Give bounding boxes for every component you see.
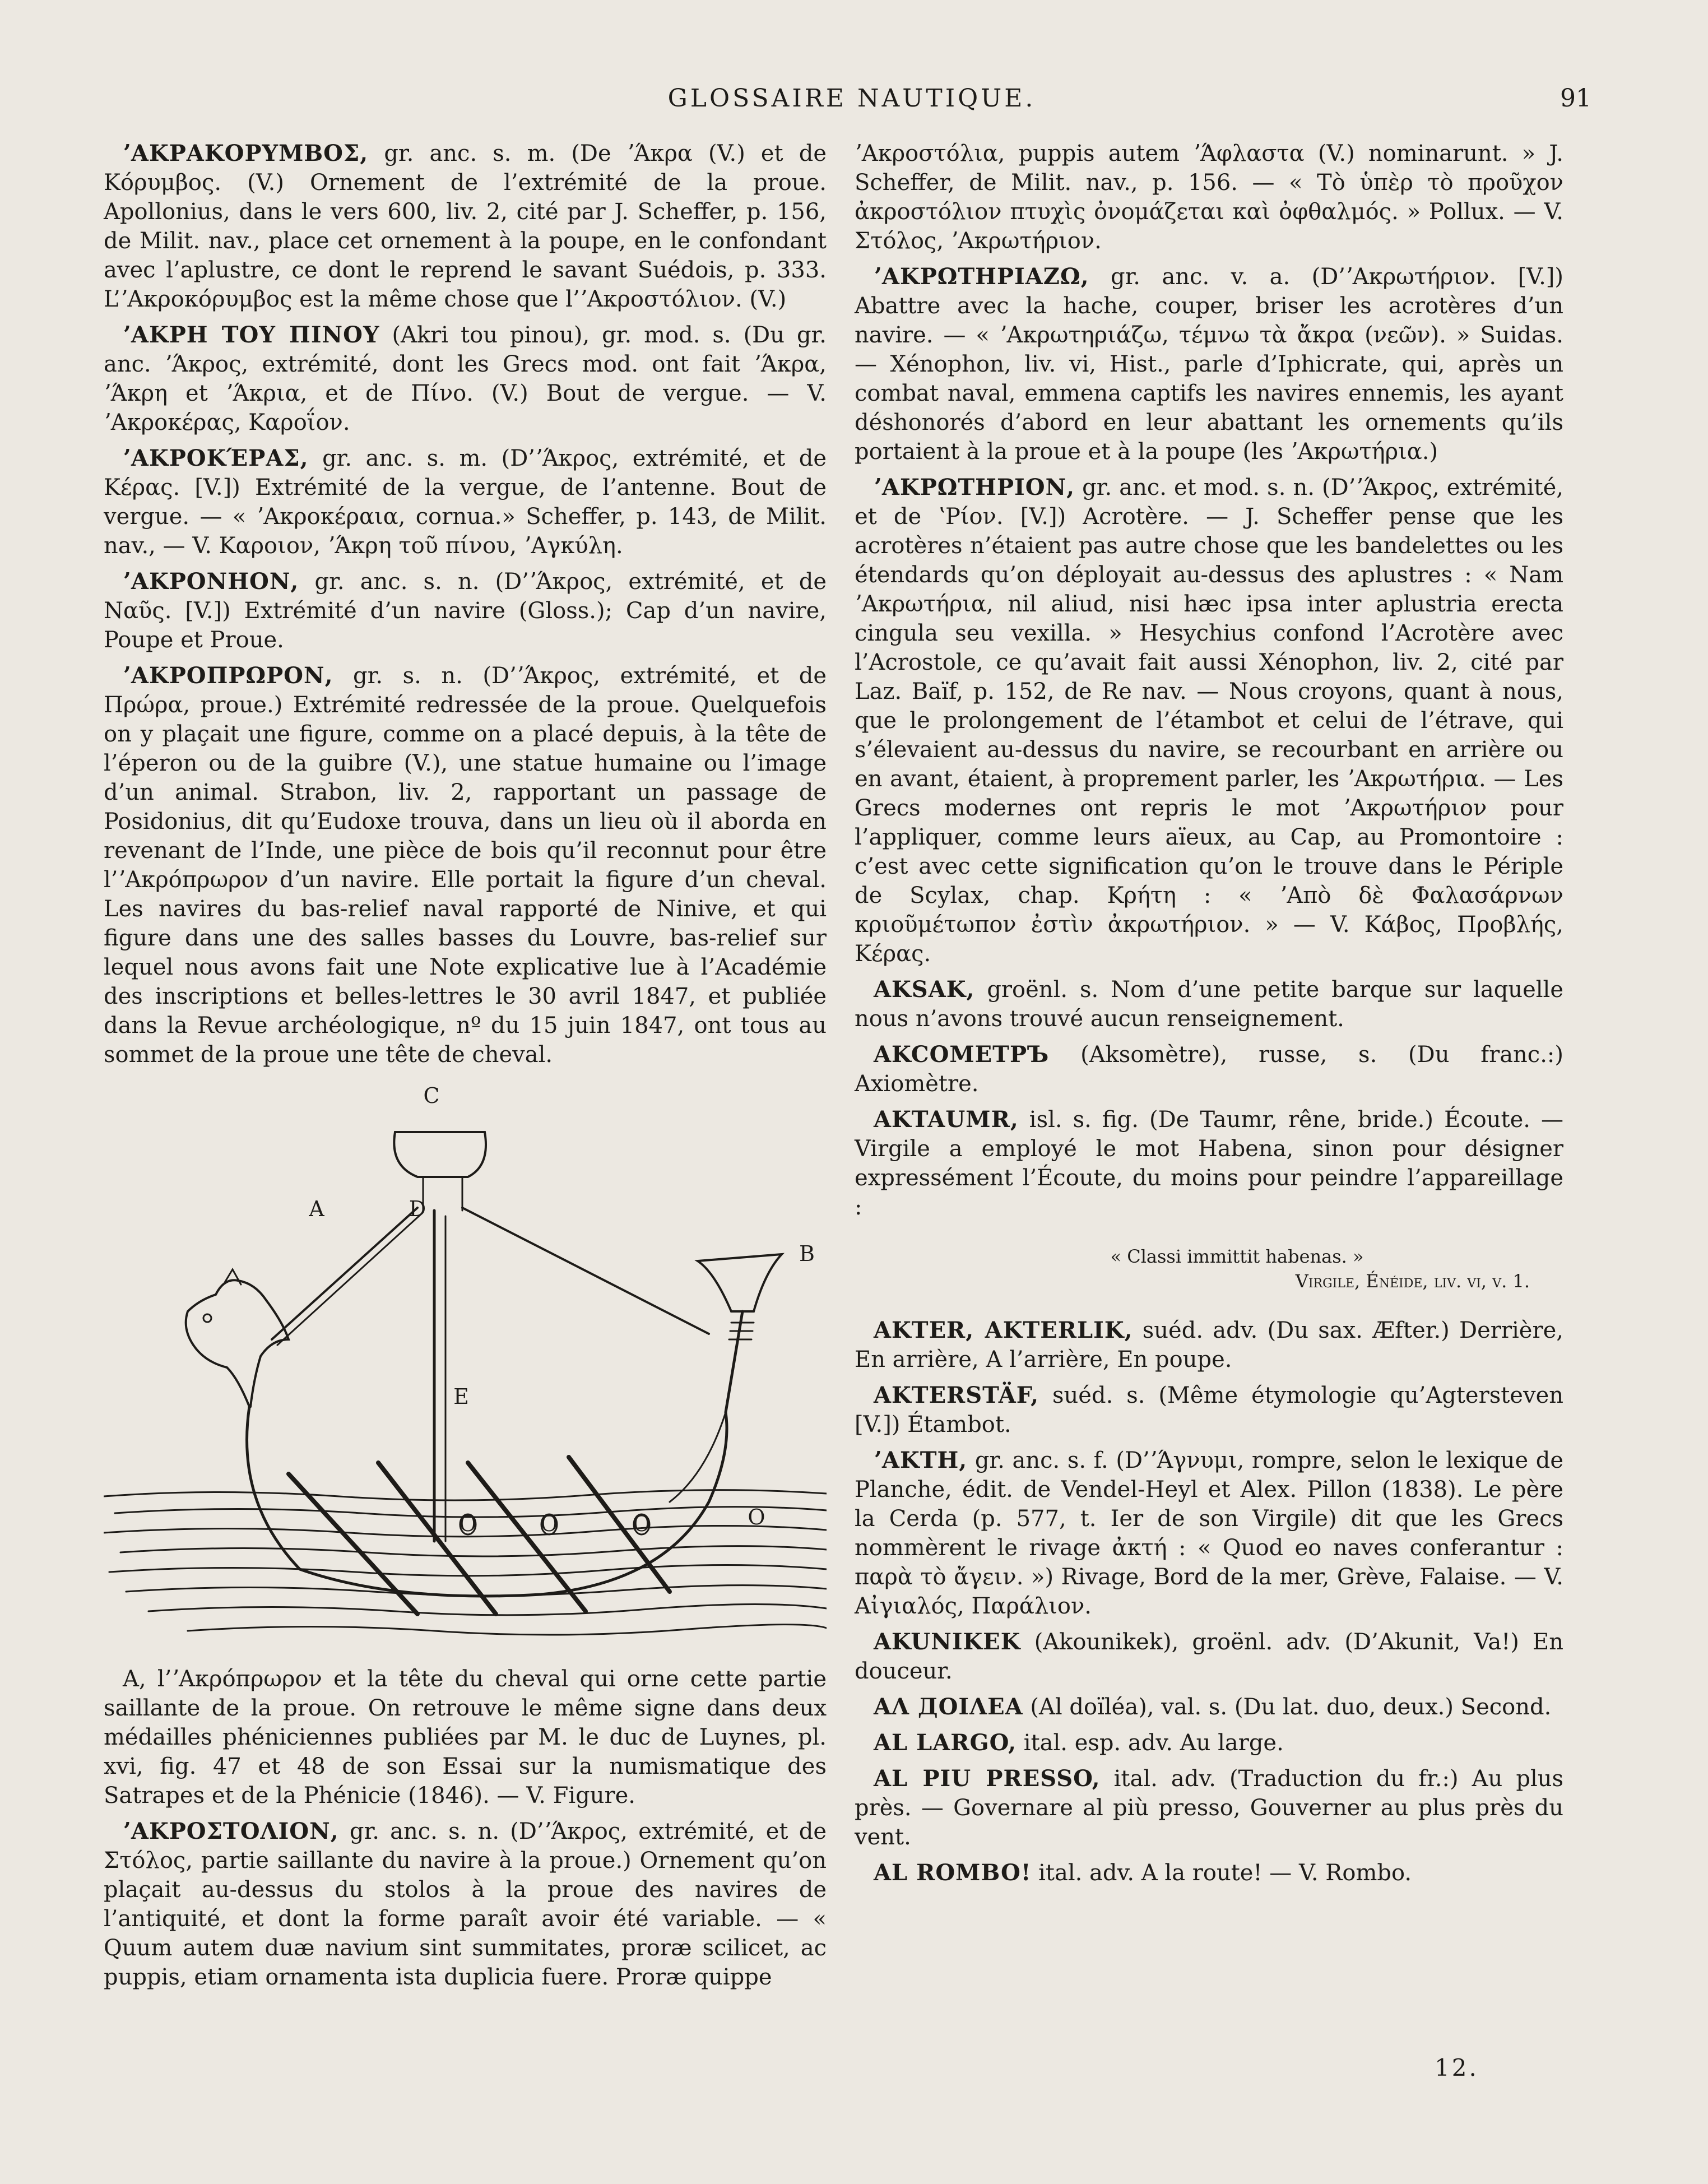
headword: AΛ ДOIΛEA bbox=[874, 1694, 1023, 1720]
figure-label-a: A bbox=[309, 1197, 324, 1221]
definition: (Akounikek), groënl. adv. (D’Akunit, Va!) En douceur. bbox=[855, 1629, 1563, 1684]
virgil-quote bbox=[855, 1244, 1563, 1293]
definition: gr. anc. v. a. (D’ʼΑκρωτήριον. [V.]) Abattre avec la hache, couper, briser les acrotères d’un navire. — « ʼΑκρωτηριάζω, τέμνω τὰ ἄκρα (νεῶν). » Suidas. — Xénophon, liv. vi, Hist., parle d’Iphicrate, qui, après un combat naval, emmena captifs les navires ennemis, les ayant déshonorés d’abord en leur abattant les ornements qu’ils portaient à la proue et à la poupe (les ʼΑκρωτήρια.) bbox=[855, 264, 1563, 465]
entry-akrotiriazo bbox=[855, 262, 1563, 466]
figure-label-o: O bbox=[748, 1505, 765, 1529]
signature-mark: 12. bbox=[1435, 2054, 1479, 2081]
entry-al-rombo bbox=[855, 1858, 1563, 1888]
figure-label-o: O bbox=[633, 1511, 651, 1536]
definition: (Akri tou pinou), gr. mod. s. (Du gr. anc. ʼΆκρος, extrémité, dont les Grecs mod. ont fait ʼΆκρα, ʼΆκρη et ʼΆκρια, et de Πίνο. (V.) Bout de vergue. — V. ʼΑκροκέρας, Καροΐον. bbox=[104, 322, 827, 435]
entry-akterstaf bbox=[855, 1381, 1563, 1439]
headword: AKTAUMR, bbox=[874, 1106, 1019, 1133]
entry-akrakorymbos bbox=[104, 139, 827, 314]
headword: ʼΑΚΡΟΚΈΡΑΣ, bbox=[123, 445, 309, 471]
ship-illustration bbox=[104, 1076, 827, 1659]
entry-akti bbox=[855, 1446, 1563, 1621]
page-title: GLOSSAIRE NAUTIQUE. bbox=[667, 84, 1036, 113]
definition: suéd. adv. (Du sax. Æfter.) Derrière, En arrière, A l’arrière, En poupe. bbox=[855, 1318, 1563, 1372]
definition: gr. anc. s. m. (De ʼΆκρα (V.) et de Κόρυμβος. (V.) Ornement de l’extrémité de la proue. Apollonius, dans le vers 600, liv. 2, cité par J. Scheffer, p. 156, de Milit. nav., place cet ornement à la poupe, en le confondant avec l’aplustre, ce dont le reprend le savant Suédois, p. 333. L’ʼΑκροκόρυμβος est la même chose que l’ʼΑκροστόλιον. (V.) bbox=[104, 141, 827, 312]
definition: ital. adv. (Traduction du fr.:) Au plus près. — Governare al più presso, Gouverner au plus près du vent. bbox=[855, 1766, 1564, 1850]
definition: gr. anc. s. f. (D’ʼΆγνυμι, rompre, selon le lexique de Planche, édit. de Vendel-Heyl et Alex. Pillon (1838). Le père la Cerda (p. 577, t. Ier de son Virgile) dit que les Grecs nommèrent le rivage ἀκτή : « Quod eo naves conferantur : παρὰ τὸ ἄγειν. ») Rivage, Bord de la mer, Grève, Falaise. — V. Αἰγιαλός, Παράλιον. bbox=[855, 1448, 1563, 1619]
headword: ʼΑΚΡΟΝΗΟΝ, bbox=[123, 568, 299, 595]
definition: gr. anc. et mod. s. n. (D’ʼΆκρος, extrémité, et de ʽΡίον. [V.]) Acrotère. — J. Scheffer pense que les acrotères n’étaient pas autre chose que les bandelettes ou les étendards qu’on déployait au-dessus des aplustres : « Nam ʼΑκρωτήρια, nil aliud, nisi hæc ipsa inter aplustria erecta cingula seu vexilla. » Hesychius confond l’Acrotère avec l’Acrostole, ce qu’avait fait aussi Xénophon, liv. 2, cité par Laz. Baïf, p. 152, de Re nav. — Nous croyons, quant à nous, que le prolongement de l’étambot et celui de l’étrave, qui s’élevaient au-dessus du navire, se recourbant en arrière ou en avant, étaient, à proprement parler, les ʼΑκρωτήρια. — Les Grecs modernes ont repris le mot ʼΑκρωτήριον pour l’appliquer, comme leurs aïeux, au Cap, au Promontoire : c’est avec cette signification qu’on le trouve dans le Périple de Scylax, chap. Κρήτη : « ʼΑπὸ δὲ Φαλασάρνων κριοῦμέτωπον ἐστὶν ἀκρωτήριον. » — V. Κάβος, Προβλής, Κέρας. bbox=[855, 475, 1563, 967]
definition: isl. s. fig. (De Taumr, rêne, bride.) Écoute. — Virgile a employé le mot Habena, sinon pour désigner expressément l’Écoute, du moins pour peindre l’appareillage : bbox=[855, 1107, 1564, 1220]
headword: ʼΑΚΡΑΚΟΡΥΜΒΟΣ, bbox=[123, 140, 369, 166]
definition: (Al doïléa), val. s. (Du lat. duo, deux.) Second. bbox=[1030, 1694, 1552, 1720]
headword: ʼΑΚΤΗ, bbox=[874, 1447, 968, 1473]
back-stay bbox=[462, 1208, 709, 1334]
definition: (Aksomètre), russe, s. (Du franc.:) Axiomètre. bbox=[855, 1042, 1564, 1097]
headword: AKCOMETPЪ bbox=[874, 1041, 1050, 1068]
definition: gr. anc. s. m. (D’ʼΆκρος, extrémité, et de Κέρας. [V.]) Extrémité de la vergue, de l’antenne. Bout de vergue. — « ʼΑκροκέραια, cornua.» Scheffer, p. 143, de Milit. nav., — V. Καροιον, ʼΆκρη τοῦ πίνου, ʼΑγκύλη. bbox=[104, 446, 827, 559]
headword: AL ROMBO! bbox=[874, 1860, 1032, 1886]
ship-figure bbox=[104, 1076, 827, 1659]
entry-akrokeras bbox=[104, 444, 827, 560]
entry-akter bbox=[855, 1316, 1563, 1374]
figure-label-e: E bbox=[453, 1384, 469, 1409]
definition: gr. s. n. (D’ʼΆκρος, extrémité, et de Πρώρα, proue.) Extrémité redressée de la proue. Quelquefois on y plaçait une figure, comme on a placé depuis, à la tête de l’éperon ou de la guibre (V.), une statue humaine ou l’image d’un animal. Strabon, liv. 2, rapportant un passage de Posidonius, dit qu’Eudoxe trouva, dans un lieu où il aborda en revenant de l’Inde, une pièce de bois qu’il reconnut pour être l’ʼΑκρόπρωρον d’un navire. Elle portait la figure d’un cheval. Les navires du bas-relief naval rapporté de Ninive, et qui figure dans une des salles basses du Louvre, bas-relief sur lequel nous avons fait une Note explicative lue à l’Académie des inscriptions et belles-lettres le 30 avril 1847, et publiée dans la Revue archéologique, nº du 15 juin 1847, ont tous au sommet de la proue une tête de cheval. bbox=[104, 663, 827, 1068]
horse-head bbox=[186, 1280, 289, 1407]
definition: ʼΑκροστόλια, puppis autem ʼΆφλαστα (V.) nominarunt. » J. Scheffer, de Milit. nav., p. 156. — « Τὸ ὑπὲρ τὸ προῦχον ἀκροστόλιον πτυχὶς ὀνομάζεται καὶ ὀφθαλμός. » Pollux. — V. Στόλος, ʼΑκρωτήριον. bbox=[855, 141, 1563, 254]
headword: AL LARGO, bbox=[874, 1729, 1017, 1756]
entry-al-largo bbox=[855, 1728, 1563, 1758]
stern-ornament bbox=[698, 1254, 782, 1311]
right-column bbox=[855, 139, 1563, 1894]
fore-stay bbox=[272, 1208, 417, 1339]
entry-al-doilea bbox=[855, 1693, 1563, 1722]
entry-aktaumr bbox=[855, 1105, 1563, 1222]
ship-hull bbox=[247, 1311, 742, 1596]
headword: AKTER, AKTERLIK, bbox=[874, 1317, 1133, 1343]
entry-akrostolion bbox=[104, 1817, 827, 1992]
page-header bbox=[112, 84, 1591, 123]
figure-label-c: C bbox=[423, 1083, 440, 1108]
headword: ʼΑΚΡΗ ΤΟΥ ΠΙΝΟΥ bbox=[123, 322, 380, 348]
headword: AL PIU PRESSO, bbox=[874, 1765, 1101, 1792]
figure-label-b: B bbox=[799, 1241, 815, 1266]
entry-akri-tou-pinou bbox=[104, 321, 827, 437]
entry-akrotirion bbox=[855, 473, 1563, 968]
definition: groënl. s. Nom d’une petite barque sur laquelle nous n’avons trouvé aucun renseignement. bbox=[855, 977, 1564, 1032]
headword: AKUNIKEK bbox=[874, 1629, 1021, 1655]
entry-akroproron bbox=[104, 661, 827, 1069]
definition: ital. esp. adv. Au large. bbox=[1023, 1730, 1284, 1756]
figure-label-o: O bbox=[459, 1511, 477, 1536]
headword: ʼΑΚΡΩΤΗΡΙΟΝ, bbox=[874, 474, 1075, 500]
figure-caption bbox=[104, 1664, 827, 1810]
quote-line: « Classi immittit habenas. » bbox=[1110, 1246, 1364, 1267]
definition: ital. adv. A la route! — V. Rombo. bbox=[1038, 1860, 1412, 1886]
definition: gr. anc. s. n. (D’ʼΆκρος, extrémité, et de Ναῦς. [V.]) Extrémité d’un navire (Gloss.); Cap d’un navire, Poupe et Proue. bbox=[104, 569, 827, 653]
page-number: 91 bbox=[1560, 84, 1591, 113]
caption-text: A, l’ʼΑκρόπρωρον et la tête du cheval qui orne cette partie saillante de la proue. On retrouve le même signe dans deux médailles phéniciennes publiées par M. le duc de Luynes, pl. xvi, fig. 47 et 48 de son Essai sur la numismatique des Satrapes et de la Phénicie (1846). — V. Figure. bbox=[104, 1666, 827, 1809]
entry-aksometr bbox=[855, 1040, 1563, 1098]
oar bbox=[289, 1474, 417, 1614]
headword: ʼΑΚΡΟΣΤΟΛΙΟΝ, bbox=[123, 1818, 339, 1844]
headword: ʼΑΚΡΩΤΗΡΙΑΖΩ, bbox=[874, 263, 1089, 290]
entry-al-piu-presso bbox=[855, 1764, 1563, 1852]
figure-label-o: O bbox=[540, 1511, 558, 1536]
masthead-cup bbox=[394, 1132, 486, 1177]
entry-akronion bbox=[104, 567, 827, 655]
entry-aksak bbox=[855, 975, 1563, 1033]
definition: suéd. s. (Même étymologie qu’Agtersteven [V.]) Étambot. bbox=[855, 1383, 1564, 1438]
quote-source: Virgile, Énéide, liv. vi, v. 1. bbox=[1295, 1270, 1530, 1292]
headword: AKTERSTÄF, bbox=[874, 1382, 1039, 1408]
left-column bbox=[104, 139, 827, 1998]
definition: gr. anc. s. n. (D’ʼΆκρος, extrémité, et de Στόλος, partie saillante du navire à la proue.) Ornement qu’on plaçait au-dessus du stolos à la proue des navires de l’antiquité, et dont la forme paraît avoir été variable. — « Quum autem duæ navium sint summitates, proræ scilicet, ac puppis, etiam ornamenta ista duplicia fuere. Proræ quippe bbox=[104, 1819, 827, 1990]
headword: ʼΑΚΡΟΠΡΩΡΟΝ, bbox=[123, 662, 333, 689]
figure-label-d: D bbox=[409, 1197, 426, 1221]
entry-akrostolion-continued bbox=[855, 139, 1563, 256]
headword: AKSAK, bbox=[874, 976, 975, 1003]
entry-akunikek bbox=[855, 1627, 1563, 1686]
